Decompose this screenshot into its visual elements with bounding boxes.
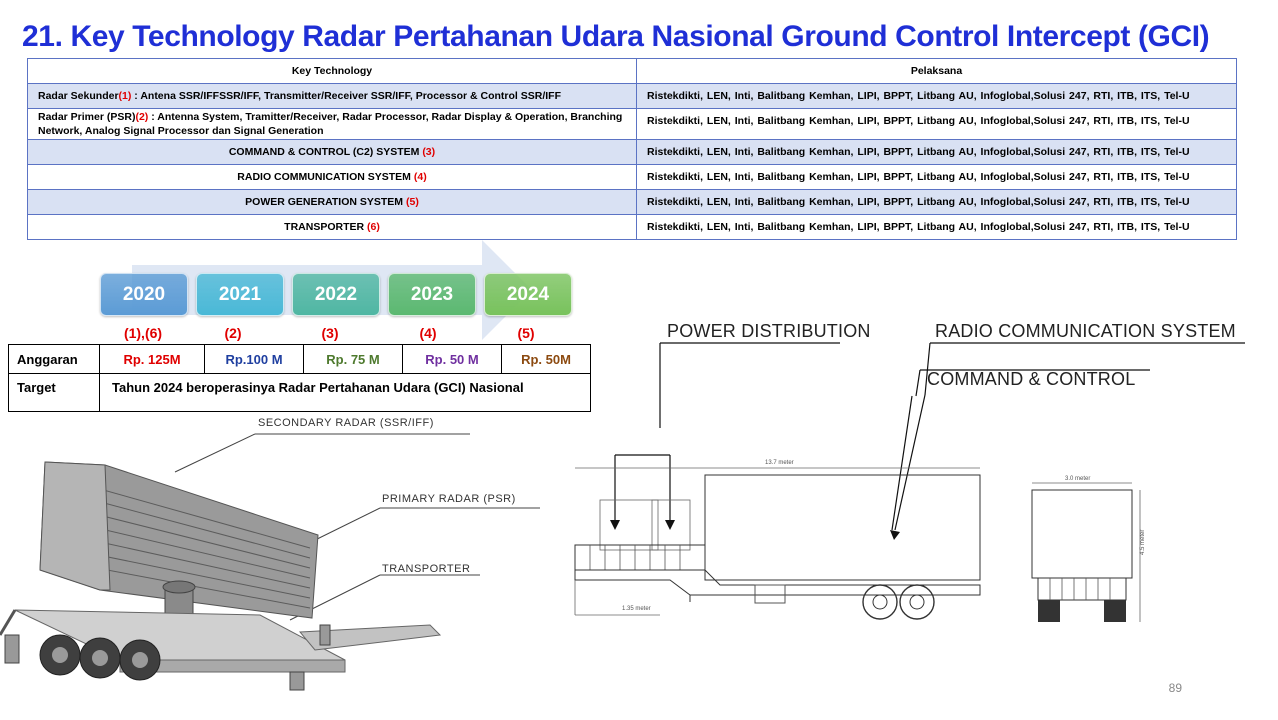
- budget-value: Rp. 50 M: [403, 345, 502, 374]
- pelaksana-cell: Ristekdikti, LEN, Inti, Balitbang Kemhan, LIPI, BPPT, Litbang AU, Infoglobal,Solusi 247, RTI, ITB, ITS, Tel-U: [637, 140, 1237, 165]
- label-radio-communication: RADIO COMMUNICATION SYSTEM: [935, 321, 1236, 341]
- anggaran-label: Anggaran: [9, 345, 100, 374]
- table-row: [28, 165, 1237, 190]
- page-title: 21. Key Technology Radar Pertahanan Udara Nasional Ground Control Intercept (GCI): [22, 20, 1210, 53]
- header-key-technology: Key Technology: [28, 59, 637, 84]
- table-row: [28, 109, 1237, 140]
- pelaksana-cell: Ristekdikti, LEN, Inti, Balitbang Kemhan, LIPI, BPPT, Litbang AU, Infoglobal,Solusi 247, RTI, ITB, ITS, Tel-U: [637, 165, 1237, 190]
- label-secondary-radar: SECONDARY RADAR (SSR/IFF): [258, 417, 434, 429]
- target-row: [9, 374, 591, 412]
- pelaksana-cell: Ristekdikti, LEN, Inti, Balitbang Kemhan, LIPI, BPPT, Litbang AU, Infoglobal,Solusi 247, RTI, ITB, ITS, Tel-U: [637, 109, 1237, 140]
- dim-length: 13.7 meter: [765, 460, 794, 466]
- budget-table: [8, 344, 591, 412]
- year-marker: (2): [224, 325, 242, 341]
- key-technology-cell: Radar Primer (PSR)(2) : Antenna System, Tramitter/Receiver, Radar Processor, Radar Display & Operation, Branching Network, Analog Signal Processor dan Signal Generation: [28, 109, 637, 140]
- key-technology-cell: Radar Sekunder(1) : Antena SSR/IFFSSR/IFF, Transmitter/Receiver SSR/IFF, Processor & Control SSR/IFF: [28, 84, 637, 109]
- budget-value: Rp. 125M: [100, 345, 205, 374]
- key-technology-cell: RADIO COMMUNICATION SYSTEM (4): [28, 165, 637, 190]
- budget-value: Rp. 75 M: [304, 345, 403, 374]
- year-box-2022: 2022: [292, 273, 380, 316]
- year-marker: (1),(6): [123, 325, 163, 341]
- key-technology-cell: COMMAND & CONTROL (C2) SYSTEM (3): [28, 140, 637, 165]
- pelaksana-cell: Ristekdikti, LEN, Inti, Balitbang Kemhan, LIPI, BPPT, Litbang AU, Infoglobal,Solusi 247, RTI, ITB, ITS, Tel-U: [637, 190, 1237, 215]
- year-box-2020: 2020: [100, 273, 188, 316]
- year-box-2023: 2023: [388, 273, 476, 316]
- label-power-distribution: POWER DISTRIBUTION: [667, 321, 871, 341]
- table-row: [28, 84, 1237, 109]
- dim-side: 4.5 meter: [1140, 529, 1146, 555]
- trailer-illustration: [560, 340, 1260, 640]
- table-row: [28, 140, 1237, 165]
- anggaran-row: [9, 345, 591, 374]
- year-marker: (5): [517, 325, 535, 341]
- pelaksana-cell: Ristekdikti, LEN, Inti, Balitbang Kemhan, LIPI, BPPT, Litbang AU, Infoglobal,Solusi 247, RTI, ITB, ITS, Tel-U: [637, 215, 1237, 240]
- budget-value: Rp. 50M: [502, 345, 591, 374]
- target-text: Tahun 2024 beroperasinya Radar Pertahanan Udara (GCI) Nasional: [100, 374, 591, 412]
- page-number: 89: [1168, 681, 1182, 695]
- dim-width: 3.0 meter: [1065, 476, 1091, 482]
- table-row: [28, 215, 1237, 240]
- table-row: [28, 190, 1237, 215]
- label-transporter: TRANSPORTER: [382, 563, 471, 575]
- header-pelaksana: Pelaksana: [637, 59, 1237, 84]
- label-command-control: COMMAND & CONTROL: [927, 369, 1136, 389]
- target-label: Target: [9, 374, 100, 412]
- table-header-row: [28, 59, 1237, 84]
- year-box-2021: 2021: [196, 273, 284, 316]
- year-box-2024: 2024: [484, 273, 572, 316]
- key-technology-table: [27, 58, 1237, 240]
- pelaksana-cell: Ristekdikti, LEN, Inti, Balitbang Kemhan, LIPI, BPPT, Litbang AU, Infoglobal,Solusi 247, RTI, ITB, ITS, Tel-U: [637, 84, 1237, 109]
- key-technology-cell: POWER GENERATION SYSTEM (5): [28, 190, 637, 215]
- radar-illustration: [0, 410, 560, 700]
- key-technology-cell: TRANSPORTER (6): [28, 215, 637, 240]
- budget-value: Rp.100 M: [205, 345, 304, 374]
- year-marker: (4): [419, 325, 437, 341]
- dim-height: 1.35 meter: [622, 606, 651, 612]
- label-primary-radar: PRIMARY RADAR (PSR): [382, 493, 516, 505]
- year-marker: (3): [321, 325, 339, 341]
